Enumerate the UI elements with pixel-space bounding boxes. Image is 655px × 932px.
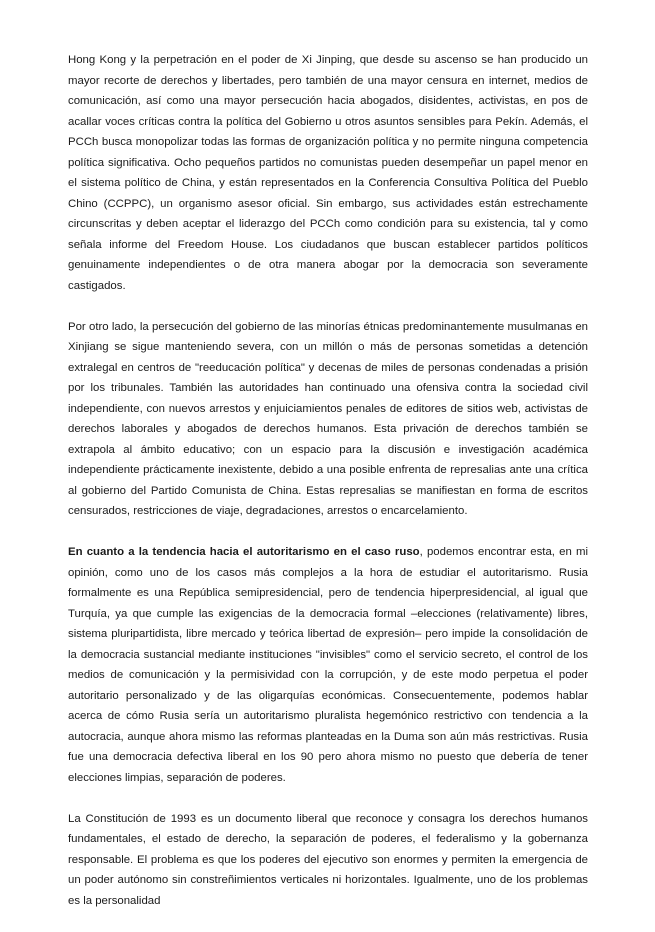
paragraph-text: Hong Kong y la perpetración en el poder de Xi Jinping, que desde su ascenso se han producido un mayor recorte de derechos y libertades, pero también de una mayor censura en internet, medios de comunicación, así como una mayor persecución hacia abogados, disidentes, activistas, en pos de acallar voces críticas contra la política del Gobierno u otros asuntos sensibles para Pekín. Además, el PCCh busca monopolizar todas las formas de organización política y no permite ninguna competencia política significativa. Ocho pequeños partidos no comunistas pueden desempeñar un papel menor en el sistema político de China, y están representados en la Conferencia Consultiva Política del Pueblo Chino (CCPPC), un organismo asesor oficial. Sin embargo, sus actividades están estrechamente circunscritas y deben aceptar el liderazgo del PCCh como condición para su existencia, tal y como señala informe del Freedom House. Los ciudadanos que buscan establecer partidos políticos genuinamente independientes o de otra manera abogar por la democracia son severamente castigados. <box>68 54 588 292</box>
paragraph-text: Por otro lado, la persecución del gobierno de las minorías étnicas predominantemente musulmanas en Xinjiang se sigue manteniendo severa, con un millón o más de personas sometidas a detención extralegal en centros de "reeducación política" y decenas de miles de personas condenadas a prisión por los tribunales. También las autoridades han continuado una ofensiva contra la sociedad civil independiente, con nuevos arrestos y enjuiciamientos penales de editores de sitios web, activistas de derechos laborales y abogados de derechos humanos. Esta privación de derechos también se extrapola al ámbito educativo; con un espacio para la discusión e investigación académica independiente prácticamente inexistente, debido a una posible enfrenta de represalias ante una crítica al gobierno del Partido Comunista de China. Estas represalias se manifiestan en forma de escritos censurados, restricciones de viaje, degradaciones, arrestos o encarcelamiento. <box>68 320 588 517</box>
document-body <box>68 50 588 932</box>
paragraph-xinjiang <box>68 317 588 522</box>
paragraph-rusia <box>68 542 588 788</box>
paragraph-constitucion <box>68 809 588 912</box>
paragraph-xi-jinping <box>68 50 588 296</box>
paragraph-bold-lead: En cuanto a la tendencia hacia el autoritarismo en el caso ruso <box>68 546 420 558</box>
paragraph-text: La Constitución de 1993 es un documento liberal que reconoce y consagra los derechos humanos fundamentales, el estado de derecho, la separación de poderes, el federalismo y la gobernanza responsable. El problema es que los poderes del ejecutivo son enormes y permiten la emergencia de un poder autónomo sin constreñimientos verticales ni horizontales. Igualmente, uno de los problemas es la personalidad <box>68 812 588 907</box>
paragraph-text: , podemos encontrar esta, en mi opinión, como uno de los casos más complejos a la hora de estudiar el autoritarismo. Rusia formalmente es una República semipresidencial, pero de tendencia hiperpresidencial, al igual que Turquía, ya que cumple las exigencias de la democracia formal –elecciones (relativamente) libres, sistema pluripartidista, libre mercado y teórica libertad de expresión– pero impide la consolidación de la democracia sustancial mediante instituciones "invisibles" como el servicio secreto, el control de los medios de comunicación y la permisividad con la corrupción, y de este modo perpetua el poder autoritario personalizado y de las oligarquías económicas. Consecuentemente, podemos hablar acerca de cómo Rusia sería un autoritarismo pluralista hegemónico restrictivo con tendencia a la autocracia, aunque ahora mismo las reformas planteadas en la Duma son aún más restrictivas. Rusia fue una democracia defectiva liberal en los 90 pero ahora mismo no puesto que debería de tener elecciones limpias, separación de poderes. <box>68 546 589 784</box>
